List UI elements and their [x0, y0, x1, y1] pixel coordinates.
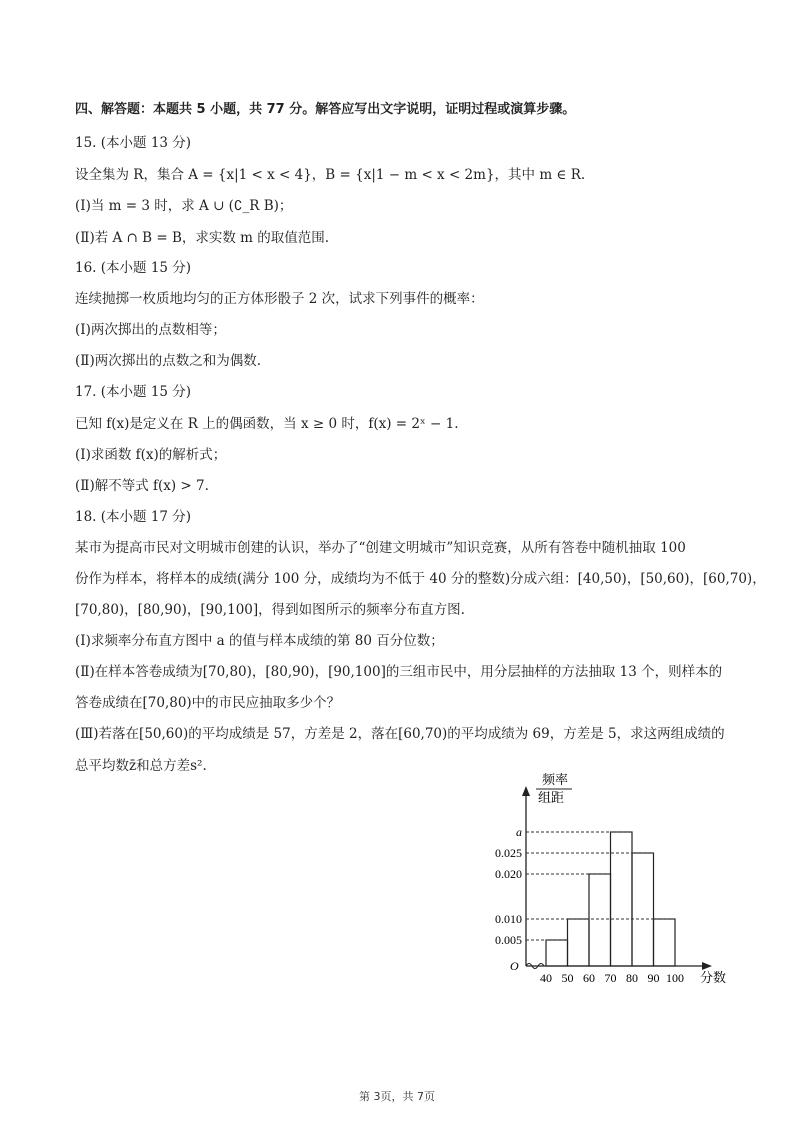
y-label-bottom: 组距: [538, 790, 565, 805]
x-tick-label-3: 70: [604, 971, 617, 985]
problem-18-line-4: (Ⅰ)求频率分布直方图中 a 的值与样本成绩的第 80 百分位数；: [75, 633, 444, 649]
y-tick-label-0: a: [516, 825, 522, 839]
problem-16-line-3: (Ⅱ)两次掷出的点数之和为偶数.: [75, 353, 262, 369]
problem-18-line-3: [70,80)，[80,90)，[90,100]，得到如图所示的频率分布直方图.: [75, 602, 465, 618]
y-tick-label-1: 0.025: [495, 846, 522, 860]
x-axis-label: 分数: [700, 970, 727, 985]
y-label-top: 频率: [542, 772, 569, 787]
problem-18-line-6: 答卷成绩在[70,80)中的市民应抽取多少个？: [75, 695, 341, 711]
problem-18-line-1: 某市为提高市民对文明城市创建的认识，举办了“创建文明城市”知识竞赛，从所有答卷中随机抽取 100: [75, 540, 686, 556]
problem-18-title: 18. (本小题 17 分): [75, 509, 192, 525]
x-tick-label-4: 80: [626, 971, 638, 985]
histogram-bar-3: [611, 832, 633, 966]
problem-17-line-2: (Ⅰ)求函数 f(x)的解析式；: [75, 447, 227, 463]
problem-16-line-2: (Ⅰ)两次掷出的点数相等；: [75, 322, 226, 338]
section-header: 四、解答题：本题共 5 小题，共 77 分。解答应写出文字说明，证明过程或演算步骤。: [75, 102, 576, 117]
x-tick-label-0: 40: [540, 971, 552, 985]
problem-17-line-1: 已知 f(x)是定义在 R 上的偶函数，当 x ≥ 0 时，f(x) = 2ˣ − 1.: [75, 416, 459, 432]
problem-15-line-2: (Ⅰ)当 m = 3 时，求 A ∪ (∁_R B)；: [75, 198, 293, 214]
y-tick-label-2: 0.020: [495, 867, 522, 881]
histogram-marks: [495, 825, 684, 985]
problem-18-line-8: 总平均数z̄和总方差s².: [75, 758, 207, 774]
x-tick-label-6: 100: [666, 971, 684, 985]
x-tick-label-5: 90: [647, 971, 660, 985]
x-tick-label-1: 50: [561, 971, 574, 985]
origin-label: O: [510, 959, 519, 973]
page-footer: 第 3页，共 7页: [359, 1090, 435, 1103]
problem-18-line-5: (Ⅱ)在样本答卷成绩为[70,80)，[80,90)，[90,100]的三组市民中，用分层抽样的方法抽取 13 个，则样本的: [75, 664, 723, 680]
problem-18-line-2: 份作为样本，将样本的成绩(满分 100 分，成绩均为不低于 40 分的整数)分成六组：[40,50)，[50,60)，[60,70)，: [75, 571, 766, 587]
histogram-bar-0: [546, 940, 568, 966]
problem-17-line-3: (Ⅱ)解不等式 f(x) > 7.: [75, 478, 209, 494]
y-axis-arrow: [522, 786, 530, 796]
x-tick-label-2: 60: [583, 971, 595, 985]
histogram-axes: [510, 772, 726, 985]
histogram-bar-5: [654, 919, 676, 966]
histogram-bar-4: [632, 853, 654, 966]
problem-15-line-1: 设全集为 R，集合 A = {x|1 < x < 4}，B = {x|1 − m < x < 2m}，其中 m ∈ R.: [75, 167, 586, 183]
problem-18-line-7: (Ⅲ)若落在[50,60)的平均成绩是 57，方差是 2，落在[60,70)的平均成绩为 69，方差是 5，求这两组成绩的: [75, 726, 725, 742]
histogram-bar-2: [589, 874, 611, 966]
problem-15-line-3: (Ⅱ)若 A ∩ B = B，求实数 m 的取值范围.: [75, 230, 330, 246]
y-tick-label-3: 0.010: [495, 912, 522, 926]
problem-16-line-1: 连续抛掷一枚质地均匀的正方体形骰子 2 次，试求下列事件的概率：: [75, 291, 484, 307]
histogram-bar-1: [568, 919, 590, 966]
x-axis-arrow: [702, 962, 712, 970]
problem-17-title: 17. (本小题 15 分): [75, 384, 192, 400]
problem-16-title: 16. (本小题 15 分): [75, 260, 192, 276]
problem-15-title: 15. (本小题 13 分): [75, 135, 192, 151]
y-tick-label-4: 0.005: [495, 933, 522, 947]
frequency-histogram: [470, 770, 740, 990]
